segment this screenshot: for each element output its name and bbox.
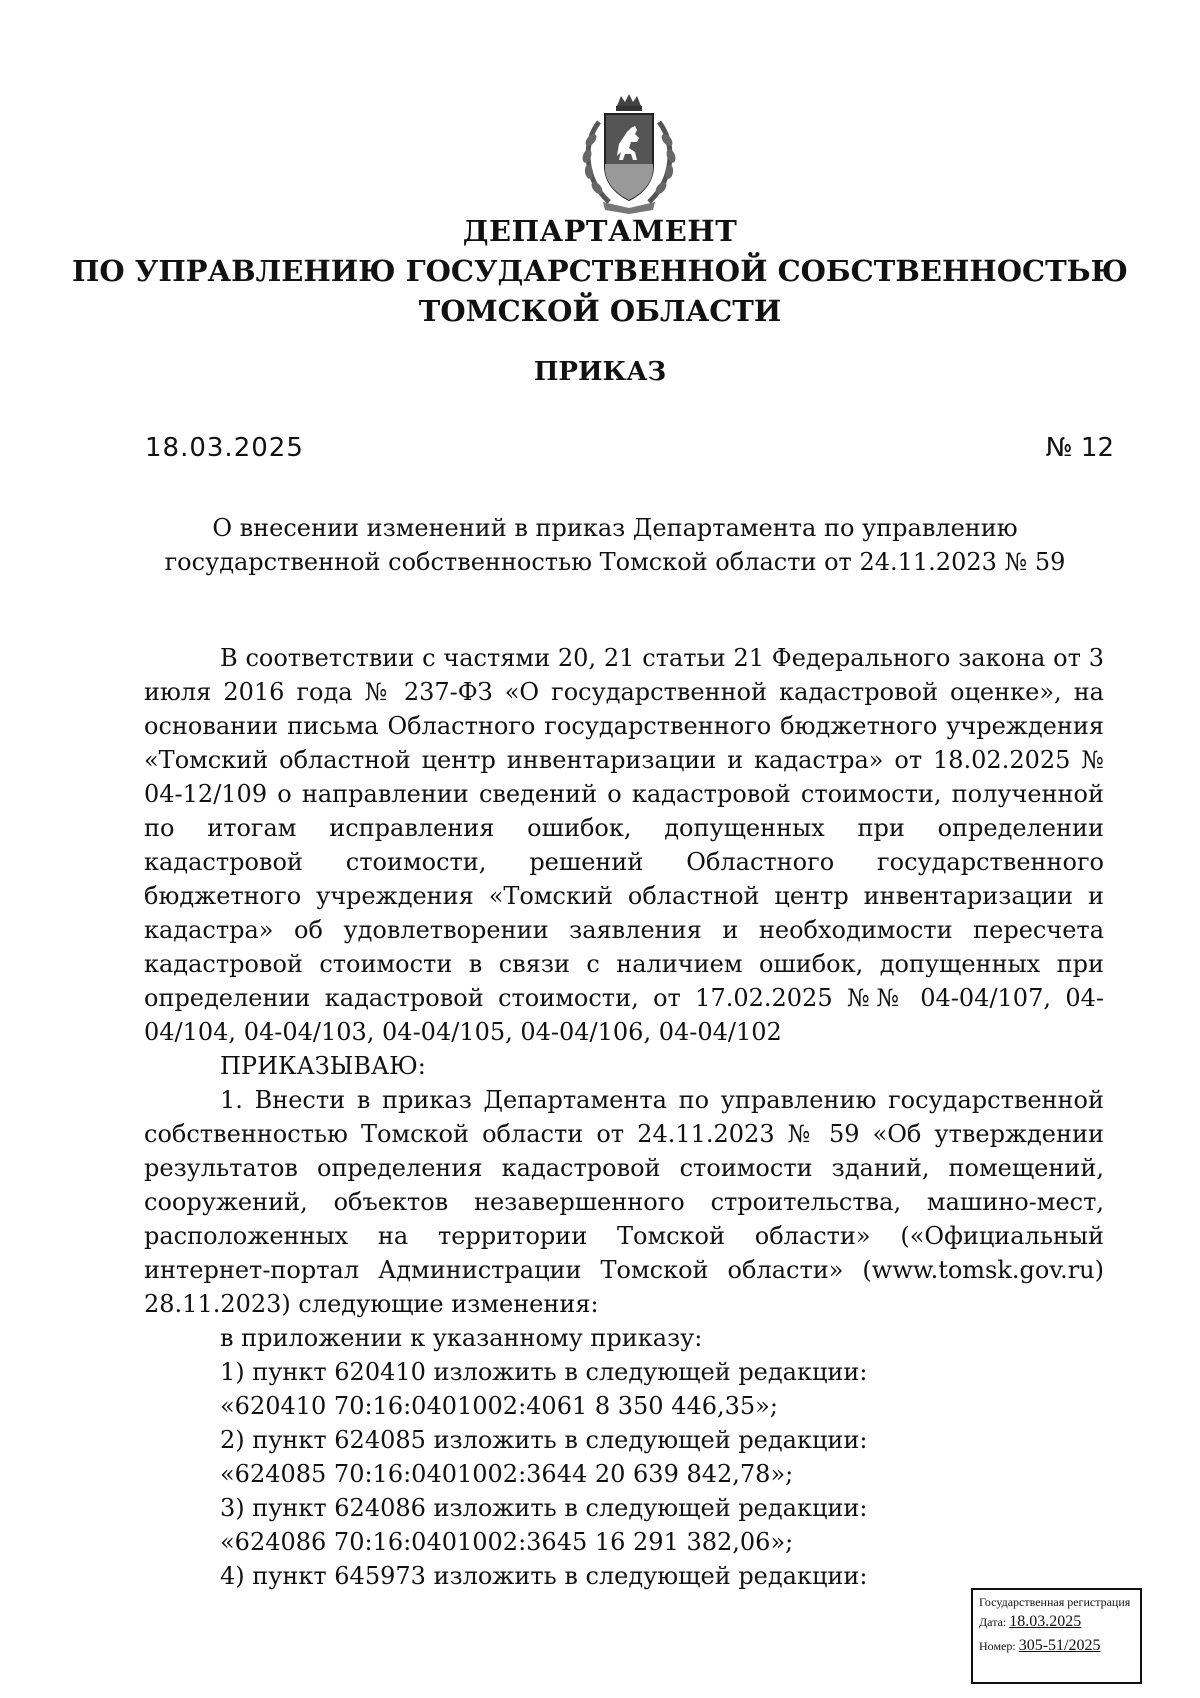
document-date: 18.03.2025 [145, 433, 304, 463]
body-line: «624085 70:16:0401002:3644 20 639 842,78»; [220, 1460, 794, 1488]
body-line: 1) пункт 620410 изложить в следующей редакции: [220, 1358, 868, 1386]
registration-date-value: 18.03.2025 [1009, 1613, 1082, 1630]
body-line: 4) пункт 645973 изложить в следующей редакции: [220, 1562, 868, 1590]
body-line: 3) пункт 624086 изложить в следующей редакции: [220, 1494, 868, 1522]
department-title-line-2: ПО УПРАВЛЕНИЮ ГОСУДАРСТВЕННОЙ СОБСТВЕННОСТЬЮ [72, 254, 1128, 288]
item-1-paragraph: 1. Внести в приказ Департамента по управлению государственной собственностью Томской области от 24.11.2023 № 59 «Об утверждении результатов определения кадастровой стоимости зданий, помещений, сооружений, объектов незавершенного строительства, машино-мест, расположенных на территории Томской области» («Официальный интернет-портал Администрации Томской области» (www.tomsk.gov.ru) 28.11.2023) следующие изменения: [144, 1086, 1104, 1318]
registration-stamp [971, 1588, 1142, 1684]
body-line: «624086 70:16:0401002:3645 16 291 382,06»; [220, 1528, 794, 1556]
body-line: «620410 70:16:0401002:4061 8 350 446,35»; [220, 1392, 778, 1420]
document-type: ПРИКАЗ [533, 357, 667, 387]
body-line: в приложении к указанному приказу: [220, 1324, 703, 1352]
document-number: № 12 [1045, 433, 1114, 463]
preamble-paragraph: В соответствии с частями 20, 21 статьи 21 Федерального закона от 3 июля 2016 года № 237-ФЗ «О государственной кадастровой оценке», на основании письма Областного государственного бюджетного учреждения «Томский областной центр инвентаризации и кадастра» от 18.02.2025 № 04-12/109 о направлении сведений о кадастровой стоимости, полученной по итогам исправления ошибок, допущенных при определении кадастровой стоимости, решений Областного государственного бюджетного учреждения «Томский областной центр инвентаризации и кадастра» об удовлетворении заявления и необходимости пересчета кадастровой стоимости в связи с наличием ошибок, допущенных при определении кадастровой стоимости, от 17.02.2025 №№ 04-04/107, 04-04/104, 04-04/103, 04-04/105, 04-04/106, 04-04/102 [144, 644, 1104, 1046]
registration-date-label: Дата: [979, 1615, 1007, 1629]
order-word: ПРИКАЗЫВАЮ: [220, 1052, 426, 1080]
registration-date-row [979, 1610, 1134, 1634]
tomsk-coat-of-arms-icon [565, 92, 693, 216]
department-title-line-3: ТОМСКОЙ ОБЛАСТИ [418, 294, 782, 328]
registration-stamp-title: Государственная регистрация [979, 1595, 1131, 1609]
registration-number-row [979, 1634, 1134, 1658]
document-body [144, 641, 1104, 1593]
body-line: 2) пункт 624085 изложить в следующей редакции: [220, 1426, 868, 1454]
registration-number-value: 305-51/2025 [1018, 1637, 1101, 1654]
department-title-line-1: ДЕПАРТАМЕНТ [462, 214, 738, 248]
registration-number-label: Номер: [979, 1639, 1016, 1653]
document-subject: О внесении изменений в приказ Департамента по управлению государственной собственностью Томской области от 24.11.2023 № 59 [164, 514, 1066, 576]
